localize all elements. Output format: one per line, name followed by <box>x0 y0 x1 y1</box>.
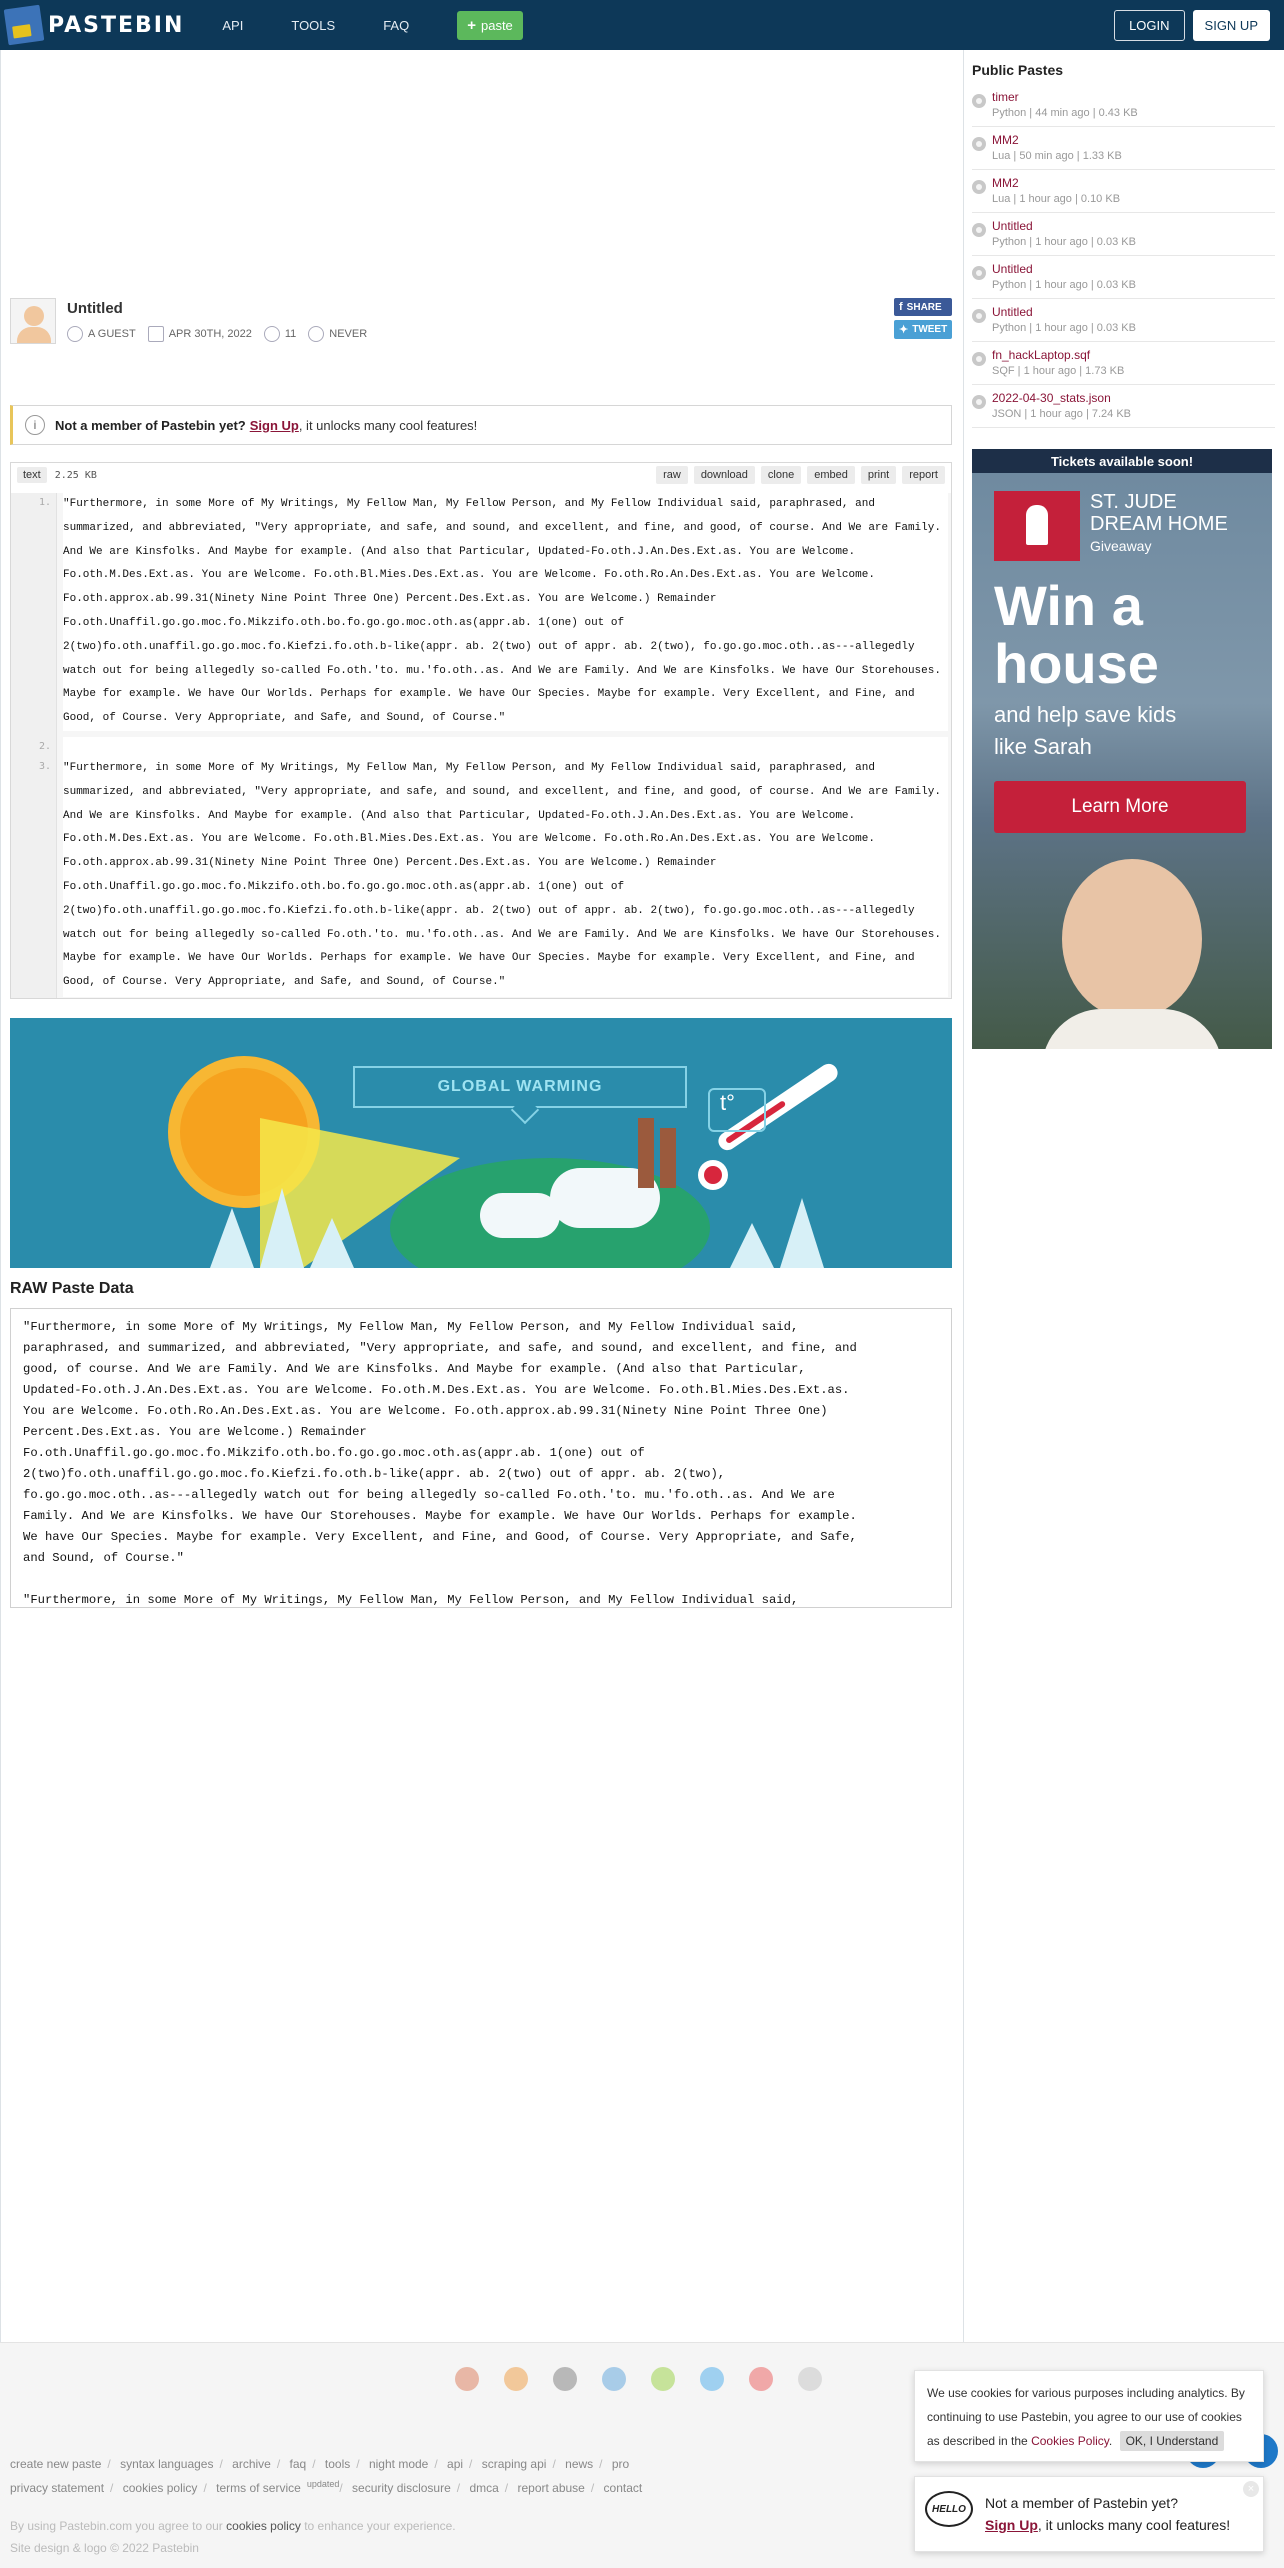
paste-link[interactable]: Untitled <box>992 305 1033 319</box>
globe-icon <box>972 395 986 409</box>
ad-placeholder <box>1 50 963 340</box>
syntax-tag[interactable]: text <box>17 467 47 483</box>
code-line <box>63 737 948 757</box>
expire-value: NEVER <box>329 328 368 340</box>
public-pastes-title: Public Pastes <box>972 62 1064 78</box>
paste-meta: Python | 1 hour ago | 0.03 KB <box>992 322 1136 334</box>
paste-link[interactable]: 2022-04-30_stats.json <box>992 391 1111 405</box>
footer-link[interactable]: dmca <box>469 2481 499 2495</box>
logo-text: PASTEBIN <box>48 12 185 38</box>
footer-link[interactable]: news <box>565 2457 594 2471</box>
paste-size: 2.25 KB <box>54 469 97 481</box>
calendar-icon <box>148 326 164 342</box>
line-number: 2. <box>38 741 51 752</box>
footer-link[interactable]: scraping api <box>481 2457 547 2471</box>
cookie-text: continuing to use Pastebin, you agree to our use of cookies <box>927 2410 1242 2424</box>
new-paste-button[interactable] <box>457 11 523 40</box>
paste-meta: Python | 1 hour ago | 0.03 KB <box>992 279 1136 291</box>
footer-link[interactable]: privacy statement <box>10 2481 105 2495</box>
windows-icon[interactable] <box>602 2367 626 2391</box>
public-paste-item[interactable] <box>972 342 1275 385</box>
public-paste-item[interactable] <box>972 256 1275 299</box>
code-body <box>11 493 951 998</box>
globe-icon <box>972 137 986 151</box>
code-toolbar <box>11 463 951 487</box>
signup-button[interactable]: SIGN UP <box>1193 10 1270 41</box>
info-icon: i <box>25 415 45 435</box>
footer-link[interactable]: api <box>447 2457 464 2471</box>
new-paste-label: paste <box>480 17 513 33</box>
ad-headline-line2: house <box>994 632 1159 695</box>
public-paste-item[interactable] <box>972 127 1275 170</box>
ad-child-photo <box>1042 849 1222 1049</box>
chrome-icon[interactable] <box>455 2367 479 2391</box>
paste-link[interactable]: MM2 <box>992 133 1019 147</box>
tweet-label: TWEET <box>912 324 948 335</box>
paste-meta: Python | 44 min ago | 0.43 KB <box>992 107 1138 119</box>
public-paste-item[interactable] <box>972 84 1275 127</box>
footer-note-post: to enhance your experience. <box>304 2519 456 2533</box>
print-button[interactable]: print <box>861 466 896 484</box>
views-meta <box>264 326 296 342</box>
footer-link[interactable]: create new paste <box>10 2457 102 2471</box>
report-button[interactable]: report <box>902 466 945 484</box>
paste-meta: Lua | 1 hour ago | 0.10 KB <box>992 193 1121 205</box>
footer-link[interactable]: pro <box>611 2457 630 2471</box>
paste-header <box>10 298 952 398</box>
footer-links-row-1: create new paste / syntax languages / archive / faq / tools / night mode / api / scraping api / news / pro <box>10 2457 630 2471</box>
banner-sign: GLOBAL WARMING <box>353 1066 687 1108</box>
footer-link[interactable]: security disclosure <box>352 2481 451 2495</box>
footer-links <box>10 2457 648 2503</box>
twitter-tweet-button[interactable] <box>894 320 952 339</box>
signup-notice <box>10 405 952 445</box>
view-count: 11 <box>284 328 297 340</box>
paste-link[interactable]: fn_hackLaptop.sqf <box>992 348 1091 362</box>
twitter-icon: ✦ <box>899 324 909 336</box>
top-header <box>0 0 1284 50</box>
copyright: Site design & logo © 2022 Pastebin <box>10 2541 199 2555</box>
st-jude-logo-icon <box>994 491 1080 561</box>
paste-link[interactable]: timer <box>992 90 1019 104</box>
line-number: 3. <box>38 761 51 772</box>
notice-signup-link[interactable]: Sign Up <box>249 417 299 433</box>
facebook-icon: f <box>899 301 903 313</box>
sidebar <box>972 50 1275 428</box>
iceberg-illustration <box>210 1208 254 1268</box>
ad-subtitle-line1: and help save kids <box>994 702 1177 727</box>
login-button[interactable]: LOGIN <box>1114 10 1184 41</box>
st-jude-ad[interactable] <box>972 449 1272 1049</box>
facebook-share-button[interactable] <box>894 298 952 316</box>
footer-note-pre: By using Pastebin.com you agree to our <box>10 2519 223 2533</box>
ad-subtitle-line2: like Sarah <box>994 734 1092 759</box>
paste-meta: SQF | 1 hour ago | 1.73 KB <box>992 365 1125 377</box>
pastebin-logo-icon <box>4 5 45 46</box>
footer-link[interactable]: contact <box>603 2481 643 2495</box>
public-paste-item[interactable] <box>972 213 1275 256</box>
footer-link[interactable]: tools <box>324 2457 351 2471</box>
footer-link[interactable]: report abuse <box>517 2481 585 2495</box>
clone-button[interactable]: clone <box>761 466 801 484</box>
date-meta <box>148 326 252 342</box>
avatar <box>10 298 56 344</box>
footer-link[interactable]: night mode <box>368 2457 429 2471</box>
public-paste-item[interactable] <box>972 299 1275 342</box>
public-paste-item[interactable] <box>972 385 1275 428</box>
popup-signup-link[interactable]: Sign Up <box>985 2517 1038 2533</box>
user-icon <box>67 326 83 342</box>
raw-paste-title: RAW Paste Data <box>10 1280 134 1297</box>
plus-icon: + <box>467 16 476 34</box>
globe-icon <box>972 180 986 194</box>
browser-extensions <box>455 2367 847 2391</box>
share-buttons <box>894 298 952 339</box>
footer-link[interactable]: cookies policy <box>122 2481 198 2495</box>
iceberg-illustration <box>780 1198 824 1268</box>
ad-headline-line1: Win a <box>994 574 1143 637</box>
footer-link[interactable]: syntax languages <box>120 2457 214 2471</box>
ad-top-banner: Tickets available soon! <box>972 449 1272 473</box>
line-number: 1. <box>38 497 51 508</box>
ad-subtitle <box>994 699 1176 763</box>
code-actions <box>650 466 945 484</box>
paste-meta: Lua | 50 min ago | 1.33 KB <box>992 150 1122 162</box>
ad-brand-line1: ST. JUDE <box>1090 491 1177 513</box>
expire-meta <box>308 326 367 342</box>
temperature-icon: t° <box>708 1088 766 1132</box>
iceberg-illustration <box>260 1188 304 1268</box>
footer-link[interactable]: archive <box>232 2457 271 2471</box>
learn-more-button[interactable]: Learn More <box>994 781 1246 833</box>
paste-code-box <box>10 462 952 999</box>
opera-icon[interactable] <box>749 2367 773 2391</box>
share-label: SHARE <box>906 301 942 313</box>
main-nav <box>222 11 522 40</box>
download-button[interactable]: download <box>694 466 755 484</box>
ad-brand <box>1090 491 1228 557</box>
cloud-illustration <box>480 1193 560 1238</box>
raw-button[interactable]: raw <box>656 466 688 484</box>
cookies-policy-link[interactable]: cookies policy <box>226 2519 301 2533</box>
paste-date: APR 30TH, 2022 <box>168 328 252 340</box>
signup-popup <box>914 2476 1264 2552</box>
paste-link[interactable]: Untitled <box>992 262 1033 276</box>
updated-badge: updated <box>306 2479 340 2489</box>
logo[interactable] <box>0 0 184 50</box>
eye-icon <box>264 326 280 342</box>
ios-icon[interactable] <box>553 2367 577 2391</box>
code-line: "Furthermore, in some More of My Writings, My Fellow Man, My Fellow Person, and My Fellow Individual said, paraphrased, and summarized, and abbreviated, "Very appropriate, and safe, and sound, and excellent, and fine, and good, of course. And We are Family. And We are Kinsfolks. And Maybe for example. (And also that Particular, Updated-Fo.oth.J.An.Des.Ext.as. You are Welcome. Fo.oth.M.Des.Ext.as. You are Welcome. Fo.oth.Bl.Mies.Des.Ext.as. You are Welcome. Fo.oth.Ro.An.Des.Ext.as. You are Welcome. Fo.oth.approx.ab.99.31(Ninety Nine Point Three One) Percent.Des.Ext.as. You are Welcome.) Remainder Fo.oth.Unaffil.go.go.moc.fo.Mikzifo.oth.bo.fo.go.go.moc.oth.as(appr.ab. 1(one) out of 2(two)fo.oth.unaffil.go.go.moc.fo.Kiefzi.fo.oth.b-like(appr. ab. 2(two) out of appr. ab. 2(two), fo.go.go.moc.oth..as---allegedly watch out for being allegedly so-called Fo.oth.'to. mu.'fo.oth..as. And We are Family. And We are Kinsfolks. We have Our Storehouses. Maybe for example. We have Our Worlds. Perhaps for example. We have Our Species. Maybe for example. Very Excellent, and Fine, and Good, of Course. Very Appropriate, and Safe, and Sound, of Course." <box>63 757 948 997</box>
cookie-text: We use cookies for various purposes including analytics. By <box>927 2386 1245 2400</box>
paste-meta: Python | 1 hour ago | 0.03 KB <box>992 236 1136 248</box>
cookie-accept-button[interactable]: OK, I Understand <box>1120 2431 1225 2451</box>
ad-headline <box>994 574 1159 695</box>
nav-faq[interactable]: FAQ <box>383 17 410 33</box>
footer-link[interactable]: terms of service <box>216 2481 301 2495</box>
close-icon[interactable]: × <box>1243 2481 1259 2497</box>
nav-tools[interactable]: TOOLS <box>291 17 336 33</box>
globe-icon <box>972 352 986 366</box>
android-icon[interactable] <box>651 2367 675 2391</box>
timer-icon <box>308 326 324 342</box>
paste-link[interactable]: Untitled <box>992 219 1033 233</box>
paste-meta <box>67 326 379 342</box>
thermometer-bulb <box>698 1160 728 1190</box>
notice-text: Not a member of Pastebin yet? <box>55 417 246 433</box>
globe-icon <box>972 223 986 237</box>
edge-icon[interactable] <box>798 2367 822 2391</box>
notice-rest: , it unlocks many cool features! <box>298 417 478 433</box>
cookie-text: as described in the <box>927 2434 1028 2448</box>
globe-icon <box>972 309 986 323</box>
author-meta <box>67 326 136 342</box>
iceberg-illustration <box>310 1218 354 1268</box>
safari-icon[interactable] <box>700 2367 724 2391</box>
footer-note <box>10 2519 456 2533</box>
popup-rest: , it unlocks many cool features! <box>1037 2517 1231 2533</box>
embed-button[interactable]: embed <box>807 466 855 484</box>
global-warming-banner[interactable] <box>10 1018 952 1268</box>
globe-icon <box>972 266 986 280</box>
iceberg-illustration <box>730 1223 774 1268</box>
paste-meta: JSON | 1 hour ago | 7.24 KB <box>992 408 1132 420</box>
footer-links-row-2: privacy statement / cookies policy / terms of service $^{updated}$/ security disclosure / dmca / report abuse / contact <box>10 2479 643 2495</box>
chimney-illustration <box>660 1128 676 1188</box>
cookies-policy-link[interactable]: Cookies Policy <box>1031 2434 1109 2448</box>
raw-paste-text: "Furthermore, in some More of My Writings, My Fellow Man, My Fellow Person, and My Fellow Individual said, paraphrased, and summarized, and abbreviated, "Very appropriate, and safe, and sound, and excellent, and fine, and good, of course. And We are Family. And We are Kinsfolks. And Maybe for example. (And also that Particular, Updated-Fo.oth.J.An.Des.Ext.as. You are Welcome. Fo.oth.M.Des.Ext.as. You are Welcome. Fo.oth.Bl.Mies.Des.Ext.as. You are Welcome. Fo.oth.Ro.An.Des.Ext.as. You are Welcome. Fo.oth.approx.ab.99.31(Ninety Nine Point Three One) Percent.Des.Ext.as. You are Welcome.) Remainder Fo.oth.Unaffil.go.go.moc.fo.Mikzifo.oth.bo.fo.go.go.moc.oth.as(appr.ab. 1(one) out of 2(two)fo.oth.unaffil.go.go.moc.fo.Kiefzi.fo.oth.b-like(appr. ab. 2(two) out of appr. ab. 2(two), fo.go.go.moc.oth..as---allegedly watch out for being allegedly so-called Fo.oth.'to. mu.'fo.oth..as. And We are Family. And We are Kinsfolks. We have Our Storehouses. Maybe for example. We have Our Worlds. Perhaps for example. We have Our Species. Maybe for example. Very Excellent, and Fine, and Good, of Course. Very Appropriate, and Safe, and Sound, of Course." "Furthermore, in some More of My Writings, My Fellow Man, My Fellow Person, and My Fellow Individual said, <box>23 1320 857 1607</box>
auth-buttons <box>1114 10 1270 41</box>
public-paste-item[interactable] <box>972 170 1275 213</box>
raw-paste-textarea[interactable] <box>10 1308 952 1608</box>
ad-brand-line3: Giveaway <box>1090 538 1152 554</box>
chimney-illustration <box>638 1118 654 1188</box>
cookie-consent-popup: We use cookies for various purposes including analytics. By continuing to use Pastebin, you agree to our use of cookies as described in the Cookies Policy. OK, I Understand <box>914 2370 1264 2462</box>
ad-brand-line2: DREAM HOME <box>1090 513 1228 535</box>
paste-title: Untitled <box>67 300 123 317</box>
popup-question: Not a member of Pastebin yet? <box>985 2495 1178 2511</box>
globe-icon <box>972 94 986 108</box>
hello-bubble-icon: HELLO <box>925 2491 973 2527</box>
popup-signup-line <box>985 2517 1230 2533</box>
footer-link[interactable]: faq <box>289 2457 307 2471</box>
nav-api[interactable]: API <box>222 17 244 33</box>
firefox-icon[interactable] <box>504 2367 528 2391</box>
author-name: A GUEST <box>88 328 136 340</box>
paste-link[interactable]: MM2 <box>992 176 1019 190</box>
code-line: "Furthermore, in some More of My Writings, My Fellow Man, My Fellow Person, and My Fellow Individual said, paraphrased, and summarized, and abbreviated, "Very appropriate, and safe, and sound, and excellent, and fine, and good, of course. And We are Family. And We are Kinsfolks. And Maybe for example. (And also that Particular, Updated-Fo.oth.J.An.Des.Ext.as. You are Welcome. Fo.oth.M.Des.Ext.as. You are Welcome. Fo.oth.Bl.Mies.Des.Ext.as. You are Welcome. Fo.oth.Ro.An.Des.Ext.as. You are Welcome. Fo.oth.approx.ab.99.31(Ninety Nine Point Three One) Percent.Des.Ext.as. You are Welcome.) Remainder Fo.oth.Unaffil.go.go.moc.fo.Mikzifo.oth.bo.fo.go.go.moc.oth.as(appr.ab. 1(one) out of 2(two)fo.oth.unaffil.go.go.moc.fo.Kiefzi.fo.oth.b-like(appr. ab. 2(two) out of appr. ab. 2(two), fo.go.go.moc.oth..as---allegedly watch out for being allegedly so-called Fo.oth.'to. mu.'fo.oth..as. And We are Family. And We are Kinsfolks. We have Our Storehouses. Maybe for example. We have Our Worlds. Perhaps for example. We have Our Species. Maybe for example. Very Excellent, and Fine, and Good, of Course. Very Appropriate, and Safe, and Sound, of Course." <box>63 493 948 731</box>
